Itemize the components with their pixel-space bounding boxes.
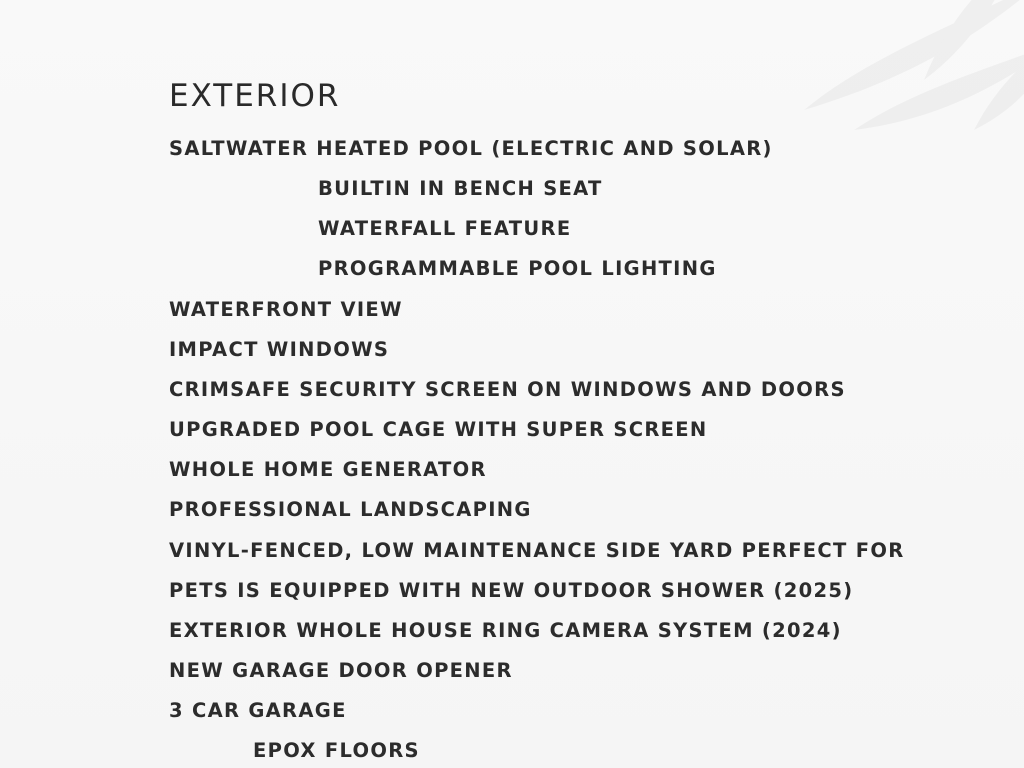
list-item: WATERFRONT VIEW	[169, 298, 403, 321]
list-item: 3 CAR GARAGE	[169, 699, 347, 722]
list-item: IMPACT WINDOWS	[169, 338, 390, 361]
list-subitem: WATERFALL FEATURE	[318, 217, 572, 240]
list-subitem: BUILTIN IN BENCH SEAT	[318, 177, 603, 200]
list-item: VINYL-FENCED, LOW MAINTENANCE SIDE YARD PERFECT FOR	[169, 539, 905, 562]
list-subitem: PROGRAMMABLE POOL LIGHTING	[318, 257, 717, 280]
list-item: NEW GARAGE DOOR OPENER	[169, 659, 513, 682]
section-heading: EXTERIOR	[169, 78, 341, 114]
list-subitem: EPOX FLOORS	[253, 739, 420, 762]
list-item: SALTWATER HEATED POOL (ELECTRIC AND SOLAR)	[169, 137, 773, 160]
list-item: CRIMSAFE SECURITY SCREEN ON WINDOWS AND DOORS	[169, 378, 846, 401]
list-item: PROFESSIONAL LANDSCAPING	[169, 498, 532, 521]
list-item-continuation: PETS IS EQUIPPED WITH NEW OUTDOOR SHOWER (2025)	[169, 579, 854, 602]
list-item: WHOLE HOME GENERATOR	[169, 458, 487, 481]
palm-leaf-shadow-decoration	[744, 0, 1024, 160]
list-item: EXTERIOR WHOLE HOUSE RING CAMERA SYSTEM (2024)	[169, 619, 842, 642]
list-item: UPGRADED POOL CAGE WITH SUPER SCREEN	[169, 418, 708, 441]
